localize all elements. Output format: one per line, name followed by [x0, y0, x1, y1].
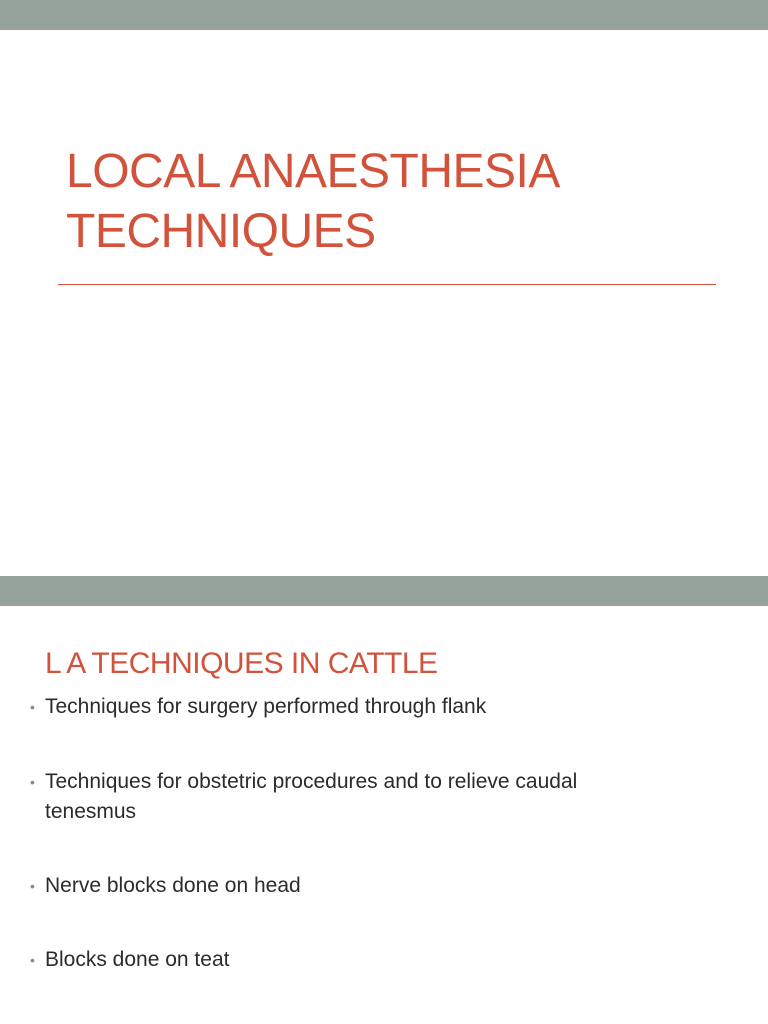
bullet-item — [30, 945, 670, 975]
bullet-dot-icon: • — [30, 952, 35, 968]
slide-title — [66, 142, 746, 262]
bullet-dot-icon: • — [30, 878, 35, 894]
bullet-item — [30, 767, 670, 827]
bullet-text: Blocks done on teat — [45, 948, 230, 971]
bullet-item — [30, 871, 670, 901]
slide-title-line-2: TECHNIQUES — [66, 205, 376, 258]
slide-header-bar — [0, 576, 768, 606]
bullet-dot-icon: • — [30, 774, 35, 790]
slide-title-line-1: LOCAL ANAESTHESIA — [66, 145, 560, 198]
content-heading: L A TECHNIQUES IN CATTLE — [45, 647, 438, 680]
bullet-text: Nerve blocks done on head — [45, 874, 301, 897]
bullet-dot-icon: • — [30, 699, 35, 715]
slide-header-bar — [0, 0, 768, 30]
bullet-item — [30, 692, 670, 722]
title-underline — [58, 284, 716, 285]
bullet-text: Techniques for obstetric procedures and to relieve caudal tenesmus — [45, 770, 578, 823]
bullet-text: Techniques for surgery performed through flank — [45, 695, 487, 718]
